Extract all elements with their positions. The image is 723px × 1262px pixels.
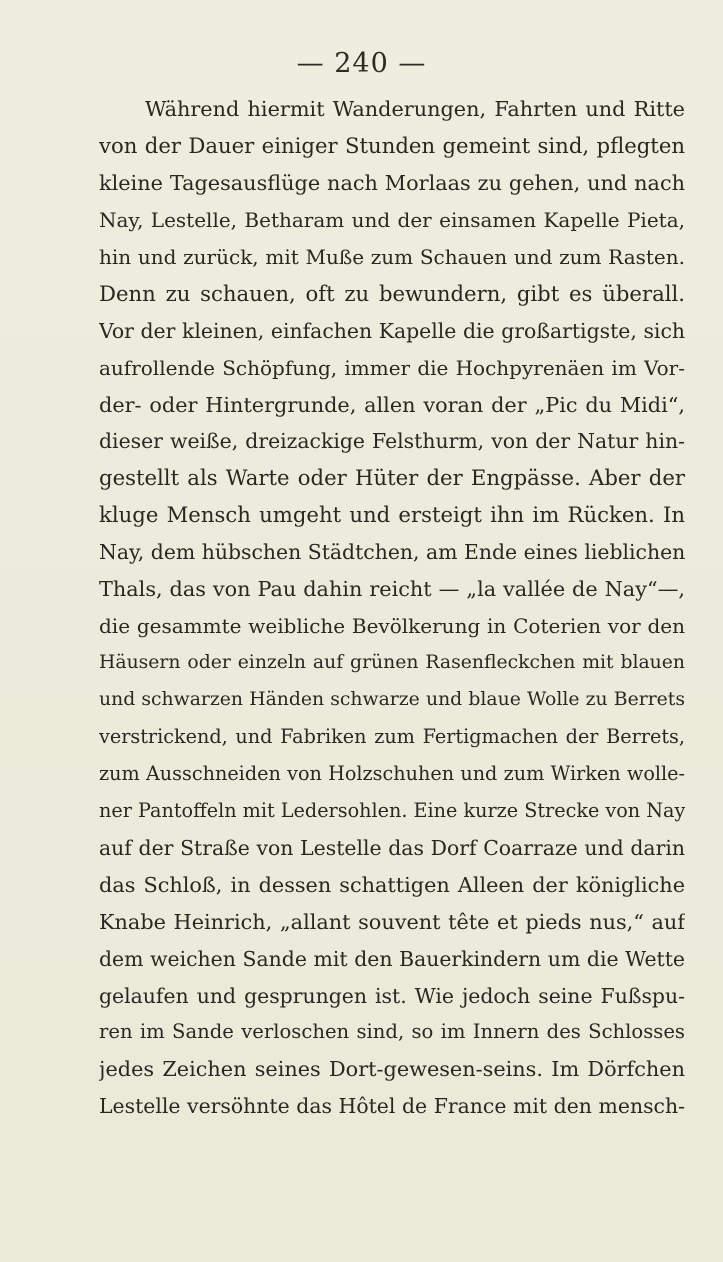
- text-line: hin und zurück, mit Muße zum Schauen und zum Rasten.: [99, 244, 685, 269]
- text-line: Während hiermit Wanderungen, Fahrten und Ritte: [145, 97, 685, 121]
- text-line: Lestelle versöhnte das Hôtel de France mit den mensch-: [99, 1094, 685, 1119]
- text-line: kluge Mensch umgeht und ersteigt ihn im Rücken. In: [99, 502, 685, 528]
- text-line: dieser weiße, dreizackige Felsthurm, von der Natur hin-: [99, 429, 685, 454]
- text-line: gelaufen und gesprungen ist. Wie jedoch seine Fußspu-: [99, 983, 685, 1008]
- page-number: — 240 —: [296, 48, 427, 79]
- text-line: Vor der kleinen, einfachen Kapelle die großartigste, sich: [99, 318, 685, 343]
- body-text: [99, 91, 685, 1125]
- text-line: gestellt als Warte oder Hüter der Engpässe. Aber der: [99, 465, 685, 491]
- text-line: Häusern oder einzeln auf grünen Rasenfleckchen mit blauen: [99, 652, 685, 674]
- text-line: kleine Tagesausflüge nach Morlaas zu gehen, und nach: [99, 170, 685, 195]
- text-line: Nay, Lestelle, Betharam und der einsamen Kapelle Pieta,: [99, 207, 685, 232]
- text-line: der- oder Hintergrunde, allen voran der „Pic du Midi“,: [99, 392, 685, 417]
- text-line: von der Dauer einiger Stunden gemeint sind, pflegten: [99, 132, 685, 158]
- text-line: Knabe Heinrich, „allant souvent tête et pieds nus,“ auf: [99, 909, 685, 934]
- text-line: das Schloß, in dessen schattigen Alleen der königliche: [99, 872, 685, 897]
- text-line: Denn zu schauen, oft zu bewundern, gibt es überall.: [99, 280, 685, 306]
- text-line: zum Ausschneiden von Holzschuhen und zum Wirken wolle-: [99, 761, 685, 785]
- text-line: jedes Zeichen seines Dort-gewesen-seins. Im Dörfchen: [99, 1057, 685, 1082]
- text-line: und schwarzen Händen schwarze und blaue Wolle zu Berrets: [99, 689, 685, 710]
- text-line: die gesammte weibliche Bevölkerung in Coterien vor den: [99, 614, 685, 639]
- text-line: Thals, das von Pau dahin reicht — „la vallée de Nay“—,: [99, 577, 685, 602]
- text-line: ner Pantoffeln mit Ledersohlen. Eine kurze Strecke von Nay: [99, 798, 685, 822]
- text-line: dem weichen Sande mit den Bauerkindern um die Wette: [99, 946, 685, 971]
- text-line: auf der Straße von Lestelle das Dorf Coarraze und darin: [99, 835, 685, 860]
- text-line: verstrickend, und Fabriken zum Fertigmachen der Berrets,: [99, 724, 685, 748]
- text-line: ren im Sande verloschen sind, so im Innern des Schlosses: [99, 1020, 685, 1044]
- text-line: aufrollende Schöpfung, immer die Hochpyrenäen im Vor-: [99, 355, 685, 380]
- text-line: Nay, dem hübschen Städtchen, am Ende eines lieblichen: [99, 540, 685, 565]
